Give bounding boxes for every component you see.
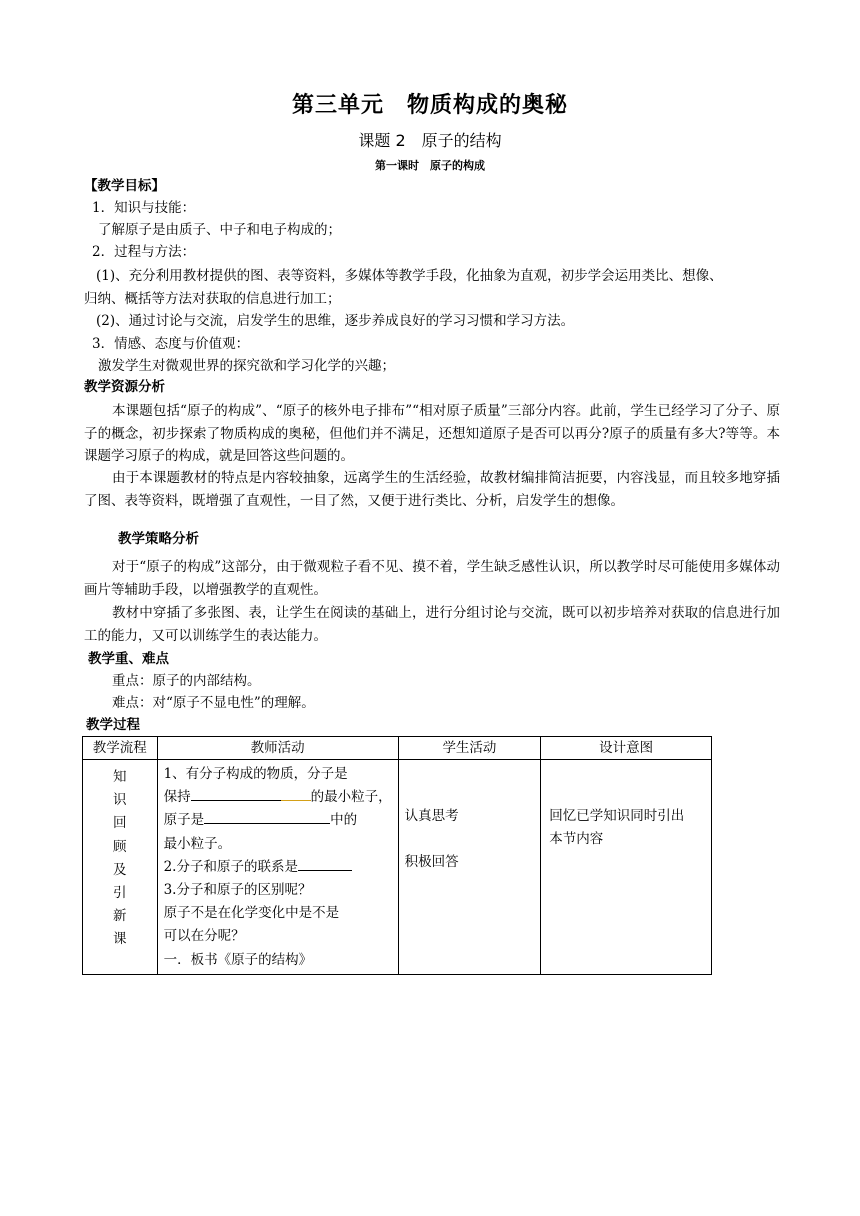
teacher-line: 一．板书《原子的结构》	[163, 951, 313, 968]
objective-3-text: 激发学生对微观世界的探究欲和学习化学的兴趣；	[98, 358, 395, 374]
teacher-line: 原子不是在化学变化中是不是	[163, 905, 340, 922]
column-header: 教学流程	[83, 737, 158, 760]
teacher-line	[164, 856, 392, 879]
flow-char: 知	[113, 769, 127, 785]
flow-char: 课	[113, 931, 127, 948]
teacher-activity-cell	[157, 760, 398, 975]
keypoints-heading: 教学重、难点	[88, 651, 169, 667]
intent-line: 本节内容	[549, 831, 604, 848]
objective-1-text: 了解原子是由质子、中子和电子构成的；	[98, 222, 341, 238]
resources-paragraph-1: 本课题包括“原子的构成”、“原子的核外电子排布”“相对原子质量”三部分内容。此前，学生已经学习了分子、原子的概念，初步探索了物质构成的奥秘，但他们并不满足，还想知道原子是否可以再分?原子的质量有多大?等等。本课题学习原子的构成，就是回答这些问题的。	[84, 403, 780, 464]
teacher-text: 的最小粒子，	[310, 789, 392, 806]
flow-cell	[83, 760, 158, 975]
fill-blank	[298, 856, 352, 871]
student-line: 认真思考	[404, 808, 459, 824]
teacher-line: 1、有分子构成的物质，分子是	[163, 766, 348, 782]
flow-char: 新	[113, 908, 127, 925]
strategy-paragraph-1: 对于“原子的构成”这部分，由于微观粒子看不见、摸不着，学生缺乏感性认识，所以教学时尽可能使用多媒体动画片等辅助手段，以增强教学的直观性。	[84, 559, 780, 598]
fill-blank	[281, 786, 311, 801]
objective-3-label: 3．情感、态度与价值观：	[92, 336, 250, 352]
topic-title: 课题 2 原子的结构	[358, 131, 502, 150]
student-line: 积极回答	[404, 854, 459, 871]
intent-line: 回忆已学知识同时引出	[549, 808, 685, 824]
lesson-title: 第一课时 原子的构成	[375, 159, 485, 172]
teacher-line: 可以在分呢？	[163, 928, 245, 945]
student-activity-cell	[398, 760, 541, 975]
unit-title: 第三单元 物质构成的奥秘	[291, 93, 568, 118]
student-line	[405, 828, 535, 851]
column-header: 设计意图	[541, 737, 712, 760]
teacher-line: 最小粒子。	[163, 835, 232, 852]
teacher-line	[164, 786, 392, 809]
difficult-point: 难点：对“原子不显电性”的理解。	[112, 695, 315, 711]
teacher-line	[164, 809, 392, 832]
teacher-text: 原子是	[163, 812, 205, 829]
column-header: 学生活动	[398, 737, 541, 760]
flow-char: 引	[113, 885, 127, 902]
fill-blank	[191, 786, 281, 801]
objective-2b: (2)、通过讨论与交流，启发学生的思维，逐步养成良好的学习习惯和学习方法。	[96, 313, 575, 329]
teacher-line: 3.分子和原子的区别呢？	[163, 882, 312, 899]
objective-1-label: 1．知识与技能：	[92, 200, 196, 216]
table-row	[83, 760, 712, 975]
flow-char: 顾	[113, 838, 127, 855]
flow-char: 识	[113, 792, 127, 809]
objectives-heading: 【教学目标】	[84, 178, 165, 194]
resources-heading: 教学资源分析	[84, 379, 165, 395]
teacher-text: 中的	[330, 812, 358, 829]
flow-char: 及	[113, 861, 127, 878]
fill-blank	[204, 809, 330, 824]
teaching-process-table	[82, 736, 712, 975]
objective-2a-line2: 归纳、概括等方法对获取的信息进行加工；	[84, 291, 341, 307]
resources-paragraph-2: 由于本课题教材的特点是内容较抽象，远离学生的生活经验，故教材编排简洁扼要，内容浅显，而且较多地穿插了图、表等资料，既增强了直观性，一目了然，又便于进行类比、分析，启发学生的想像。	[84, 470, 780, 509]
process-heading: 教学过程	[86, 717, 140, 733]
design-intent-cell	[541, 760, 712, 975]
key-point: 重点：原子的内部结构。	[112, 673, 261, 689]
objective-2-label: 2．过程与方法：	[92, 244, 196, 260]
objective-2a-line1: (1)、充分利用教材提供的图、表等资料，多媒体等教学手段，化抽象为直观，初步学会运用类比、想像、	[96, 268, 723, 284]
teacher-text: 2.分子和原子的联系是	[163, 858, 298, 875]
teacher-text: 保持	[163, 789, 191, 806]
table-header-row	[83, 737, 712, 760]
strategy-heading: 教学策略分析	[118, 531, 199, 547]
strategy-paragraph-2: 教材中穿插了多张图、表，让学生在阅读的基础上，进行分组讨论与交流，既可以初步培养对获取的信息进行加工的能力，又可以训练学生的表达能力。	[84, 605, 780, 644]
column-header: 教师活动	[157, 737, 398, 760]
flow-char: 回	[113, 815, 127, 832]
